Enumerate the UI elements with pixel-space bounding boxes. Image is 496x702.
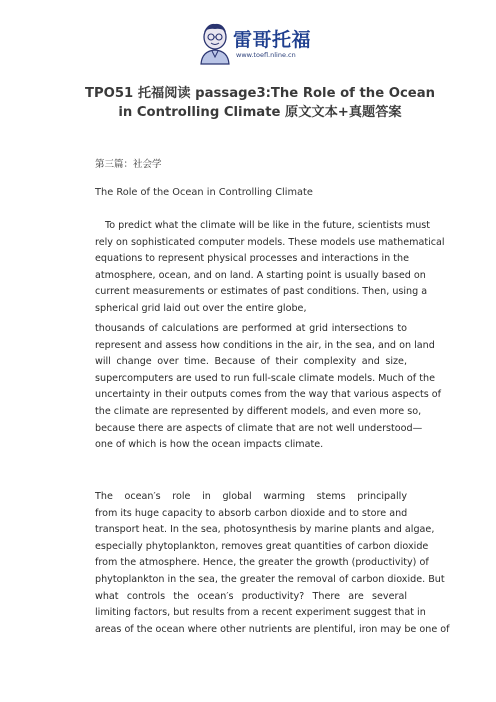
logo-brand: 雷哥托福 bbox=[233, 29, 312, 51]
paragraph-line: because there are aspects of climate that are not well understood— bbox=[95, 422, 423, 434]
title-line-2: in Controlling Climate 原文文本+真题答案 bbox=[118, 105, 402, 120]
paragraph-line: especially phytoplankton, removes great quantities of carbon dioxide bbox=[95, 540, 429, 552]
paragraph-line: atmosphere, ocean, and on land. A starting point is usually based on bbox=[95, 269, 426, 281]
avatar-icon bbox=[196, 20, 234, 64]
paragraph-3 bbox=[95, 489, 450, 638]
paragraph-line: represent and assess how conditions in the air, in the sea, and on land bbox=[95, 339, 435, 351]
paragraph-line: will change over time. Because of their complexity and size, bbox=[95, 356, 407, 368]
page-title bbox=[60, 84, 460, 122]
paragraph-line: The ocean′s role in global warming stems principally bbox=[95, 491, 407, 502]
title-line-1: TPO51 托福阅读 passage3:The Role of the Ocean bbox=[85, 86, 435, 101]
paragraph-line: current measurements or estimates of past conditions. Then, using a bbox=[95, 286, 428, 298]
paragraph-line: uncertainty in their outputs comes from the way that various aspects of bbox=[95, 389, 442, 401]
section-label: 第三篇：社会学 bbox=[95, 159, 162, 170]
paragraph-line: areas of the ocean where other nutrients are plentiful, iron may be one of bbox=[95, 623, 450, 635]
paragraph-line: supercomputers are used to run full-scale climate models. Much of the bbox=[95, 372, 435, 384]
paragraph-line: what controls the ocean′s productivity? There are several bbox=[95, 590, 407, 602]
paragraph-line: spherical grid laid out over the entire globe, bbox=[95, 302, 307, 314]
paragraph-2 bbox=[95, 321, 442, 454]
paragraph-line: the climate are represented by different models, and even more so, bbox=[95, 405, 422, 417]
paragraph-line: To predict what the climate will be like in the future, scientists must bbox=[105, 220, 431, 231]
paragraph-line: equations to represent physical processes and interactions in the bbox=[95, 253, 409, 265]
paragraph-line: from the atmosphere. Hence, the greater the growth (productivity) of bbox=[95, 557, 429, 569]
paragraph-1 bbox=[95, 218, 445, 318]
logo bbox=[196, 20, 312, 66]
paragraph-line: rely on sophisticated computer models. These models use mathematical bbox=[95, 236, 445, 248]
paragraph-line: phytoplankton in the sea, the greater the removal of carbon dioxide. But bbox=[95, 573, 445, 585]
paragraph-line: from its huge capacity to absorb carbon dioxide and to store and bbox=[95, 507, 408, 519]
logo-url: www.toefl.nline.cn bbox=[236, 51, 296, 59]
paragraph-line: limiting factors, but results from a recent experiment suggest that in bbox=[95, 607, 426, 619]
paragraph-line: thousands of calculations are performed at grid intersections to bbox=[95, 323, 407, 334]
paragraph-line: one of which is how the ocean impacts climate. bbox=[95, 439, 324, 451]
passage-title: The Role of the Ocean in Controlling Climate bbox=[95, 187, 313, 198]
paragraph-line: transport heat. In the sea, photosynthesis by marine plants and algae, bbox=[95, 524, 435, 536]
